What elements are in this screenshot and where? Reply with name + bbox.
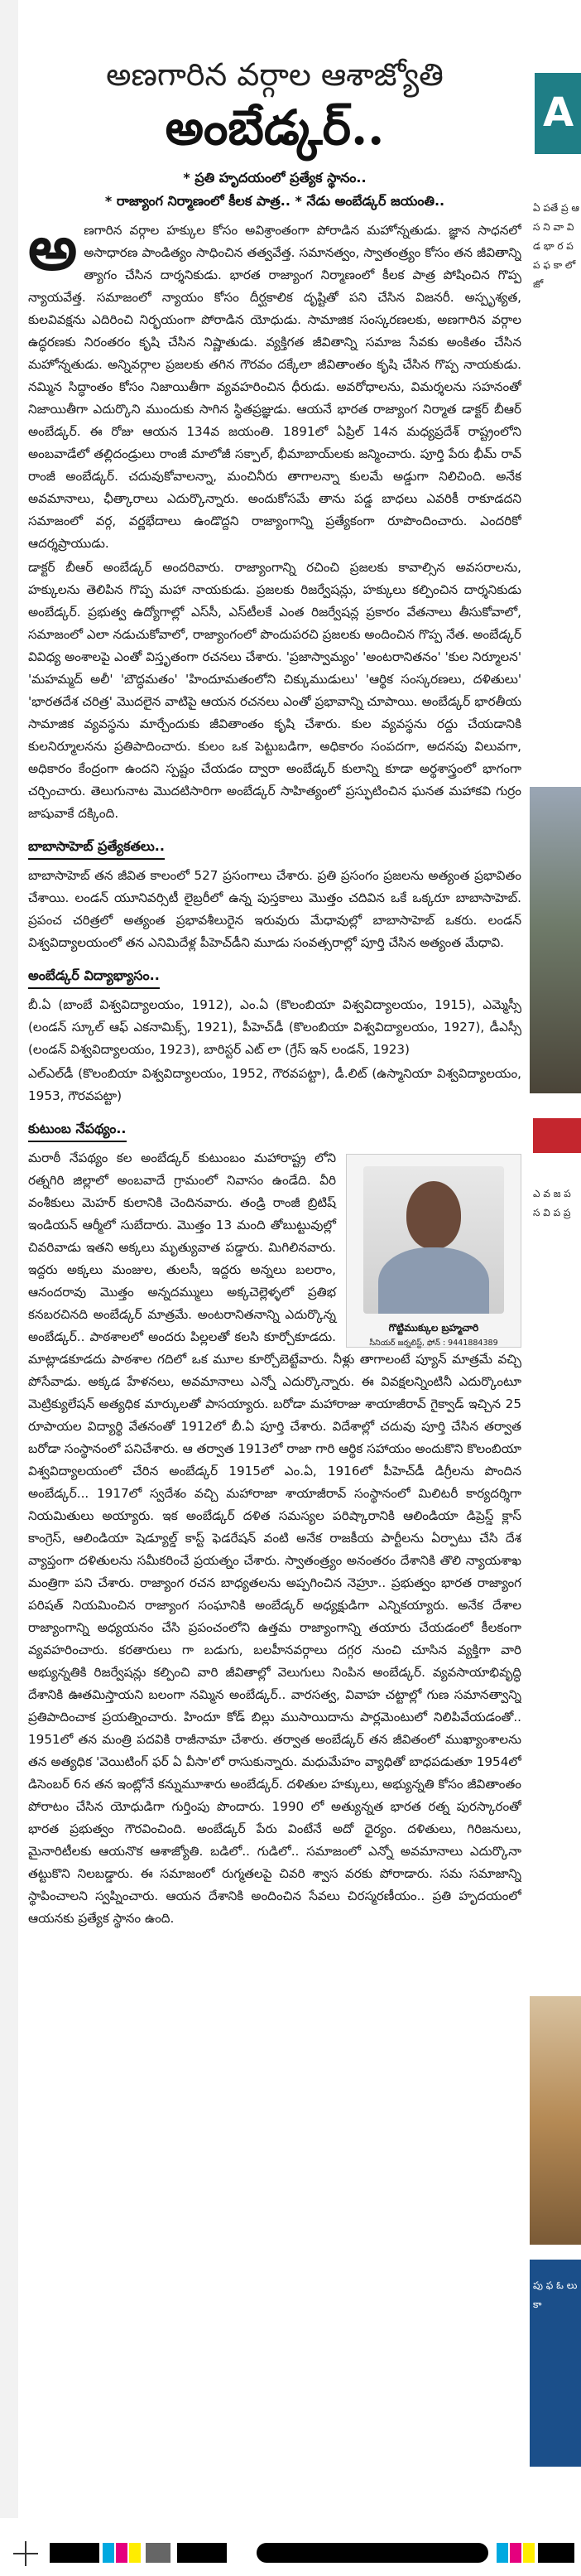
paragraph-4: బీ.ఏ (బాంబే విశ్వవిద్యాలయం, 1912), ఎం.ఏ (కొలంబియా విశ్వవిద్యాలయం, 1915), ఎమ్మెస్సీ (లండన్ స్కూల్ ఆఫ్ ఎకనామిక్స్, 1921), పీహెచ్‌డీ (కొలంబియా విశ్వవిద్యాలయం, 1927), డీఎస్సీ (లండన్ విశ్వవిద్యాలయం, 1923), బారిస్టర్ ఎట్ లా (గ్రేస్ ఇన్ లండన్, 1923)	[28, 997, 521, 1058]
deck-line-2: * రాజ్యాంగ నిర్మాణంలో కీలక పాత్ర.. * నేడు అంబేడ్కర్ జయంతి..	[104, 193, 445, 210]
swatch-cyan-2	[497, 2543, 508, 2563]
intro-text: ణగారిన వర్గాల హక్కుల కోసం అవిశ్రాంతంగా పోరాడిన మహోన్నతుడు. జ్ఞాన సాధనలో అసాధారణ పాండిత్యం సాధించిన తత్వవేత్త. సమానత్వం, స్వాతంత్ర్యం కోసం తన జీవితాన్ని త్యాగం చేసిన దార్శనికుడు. భారత రాజ్యాంగ నిర్మాణంలో కీలక పాత్ర పోషించిన గొప్ప న్యాయవేత్త. సమాజంలో న్యాయం కోసం దీర్ఘకాలిక దృష్టితో పని చేసిన విజనరీ. అస్పృశ్యత, కులవివక్షను ఎదిరించి నిర్భయంగా పోరాడిన యోధుడు. సామాజిక సంస్కరణలకు, అణగారిన వర్గాల ఉద్ధరణకు నిరంతరం కృషి చేసిన నిష్ణాతుడు. వ్యక్తిగత జీవితాన్ని సమాజ సేవకు అంకితం చేసిన మహోన్నతుడు. అన్నివర్గాల ప్రజలకు తగిన గౌరవం దక్కేలా జీవితాంతం కృషి చేసిన గొప్ప నాయకుడు. నమ్మిన సిద్ధాంతం కోసం నిజాయితీగా వ్యవహరించిన ధీరుడు. అవరోధాలను, విమర్శలను సహనంతో నిజాయితీగా ఎదుర్కొని ముందుకు సాగిన స్థితప్రజ్ఞుడు. ఆయనే భారత రాజ్యాంగ నిర్మాత డాక్టర్ బీఆర్ అంబేడ్కర్. ఈ రోజు ఆయన 134వ జయంతి. 1891లో ఏప్రిల్ 14న మధ్యప్రదేశ్ రాష్ట్రంలోని అంబవాడేలో తల్లిదండ్రులు రాంజీ మాలోజీ సక్పాల్, భీమాబాయ్‌లకు జన్మించారు. పూర్తి పేరు భీమ్ రావ్ రాంజీ అంబేడ్కర్. చదువుకోవాలన్నా, మంచినీరు తాగాలన్నా కులమే అడ్డుగా నిలిచింది. అనేక అవమానాలు, ఛీత్కారాలు ఎదుర్కొన్నారు. అందుకోసమే తాను పడ్డ బాధలు ఎవరికీ రాకూడదని సమాజంలో వర్గ, వర్ణభేదాలు ఉండొద్దని రాజ్యాంగాన్ని ప్రత్యేకంగా రూపొందించారు. ఎందరికో ఆదర్శప్రాయుడు.	[28, 223, 521, 552]
swatch-magenta	[116, 2543, 127, 2563]
author-name: గొట్టిముక్కుల బ్రహ్మచారి	[388, 1322, 479, 1334]
paragraph-2: డాక్టర్ బీఆర్ అంబేడ్కర్ అందరివారు. రాజ్యాంగాన్ని రచించి ప్రజలకు కావాల్సిన అవసరాలను, హక్కులను తెలిపిన గొప్ప మహా నాయకుడు. ప్రజలకు రిజర్వేషన్లు, హక్కులు కల్పించిన దార్శనికుడు అంబేడ్కర్. ప్రభుత్వ ఉద్యోగాల్లో ఎస్‌సీ, ఎస్‌టీలకే ఎంత రిజర్వేషన్ల ప్రకారం వేతనాలు తీసుకోవాలో, సమాజంలో ఎలా నడుచుకోవాలో, రాజ్యాంగంలో పొందుపరచి ప్రజలకు అందించిన గొప్ప నేత. అంబేడ్కర్ వివిధ్య అంశాలపై ఎంతో విస్తృతంగా రచనలు చేశారు. 'ప్రజాస్వామ్యం' 'అంటరానితనం' 'కుల నిర్మూలన' 'మహమ్మద్ అలీ' 'బౌద్ధమతం' 'హిందూమతంలోని చిక్కుముడులు' 'ఆర్థిక సంస్కరణలు, దళితులు' 'భారతదేశ చరిత్ర' మొదలైన వాటిపై ఆయన రచనలు ఎంతో ప్రభావాన్ని చూపాయి. అంబేడ్కర్ భారతీయ సామాజిక వ్యవస్థను మార్చేందుకు జీవితాంతం కృషి చేశారు. కుల వ్యవస్థను రద్దు చేయడానికి కులనిర్మూలనను ప్రతిపాదించారు. కులం ఒక పెట్టుబడిగా, అధికారం సంపదగా, అదనపు విలువగా, అధికారం కేంద్రంగా ఉందని స్పష్టం చేయడం ద్వారా అంబేడ్కర్ కులాన్ని కూడా అర్థశాస్త్రంలో భాగంగా చర్చించారు. తెలుగునాట మొదటిసారిగా అంబేడ్కర్ సాహిత్యంలో ప్రస్ఫుటించిన ఘనత మహాకవి గుర్రం జాషువాకే దక్కింది.	[28, 560, 521, 822]
photo-body-shape	[378, 1247, 489, 1314]
left-gutter	[0, 0, 18, 2518]
registration-bar	[0, 2535, 581, 2576]
intro-paragraph	[28, 213, 521, 555]
swatch-black-3	[538, 2543, 574, 2563]
paragraph-3: బాబాసాహెబ్ తన జీవిత కాలంలో 527 ప్రసంగాలు చేశారు. ప్రతి ప్రసంగం ప్రజలను అత్యంత ప్రభావితం చేశాయి. లండన్ యూనివర్సిటీ లైబ్రరీలో ఉన్న పుస్తకాలు మొత్తం చదివిన ఒకే ఒక్కరూ బాబాసాహెబ్. ప్రపంచ చరిత్రలో అత్యంత ప్రభావశీలురైన ఇరువురు మేధావుల్లో బాబాసాహెబ్ ఒకరు. లండన్ విశ్వవిద్యాలయంలో తన ఎనిమిదేళ్ల పీహెచ్‌డీని మూడు సంవత్సరాల్లో పూర్తి చేసిన అత్యంత మేధావి.	[28, 868, 521, 951]
neighbor-banner-letter: A	[543, 89, 574, 136]
author-box	[346, 1154, 521, 1348]
swatch-black-2	[177, 2543, 227, 2563]
paragraph-6: మరాఠీ నేపథ్యం కల అంబేడ్కర్ కుటుంబం మహారాష్ట్ర లోని రత్నగిరి జిల్లాలో అంబవాదే గ్రామంలో నివాసం ఉండేది. వీరి వంశీకులు మెహర్ కులానికి చెందినవారు. తండ్రి రాంజీ బ్రిటిష్ ఇండియన్ ఆర్మీలో సుబేదారు. మొత్తం 13 మంది తోబుట్టువుల్లో చివరివాడు ఇతని అక్కలు మృత్యువాత పడ్డారు. మిగిలినవారు. ఇద్దరు అక్కలు మంజుల, తులసీ, ఇద్దరు అన్నలు బలరాం, ఆనందరావు మొత్తం అన్నదమ్ములు అక్కచెల్లెళ్ళలో ప్రతిభ కనబరచినది అంబేడ్కర్ మాత్రమే. అంటరానితనాన్ని ఎదుర్కొన్న అంబేడ్కర్.. పాఠశాలలో అందరు పిల్లలతో కలసి కూర్చోకూడదు. మాట్లాడకూడదు పాఠశాల గదిలో ఒక మూల కూర్చోబెట్టేవారు. నీళ్లు తాగాలంటే ప్యూన్ మాత్రమే వచ్చి పోసేవాడు. అక్కడ హేళనలు, అవమానాలు ఎన్నో ఎదుర్కొన్నారు. ఈ వివక్షలన్నింటినీ ఎదుర్కొంటూ మెట్రిక్యులేషన్ అత్యధిక మార్కులతో పాసయ్యారు. బరోడా మహారాజు శాయాజీరావ్ గైక్వాడ్ ఇచ్చిన 25 రూపాయల విద్యార్థి వేతనంతో 1912లో బీ.ఏ పూర్తి చేశారు. విదేశాల్లో చదువు పూర్తి చేసిన తర్వాత బరోడా సంస్థానంలో పనిచేశారు. ఆ తర్వాత 1913లో రాజా గారి ఆర్థిక సహాయం అందుకొని కొలంబియా విశ్వవిద్యాలయంలో చేరిన అంబేడ్కర్ 1915లో ఎం.ఏ, 1916లో పీహెచ్‌డీ డిగ్రీలను పొందిన అంబేడ్కర్... 1917లో స్వదేశం వచ్చి మహారాజా శాయాజీరావ్ సంస్థానంలో మిలిటరీ కార్యదర్శిగా నియమితులు అయ్యారు. ఇక అంబేడ్కర్ దళిత సమస్యల పరిష్కారానికి ఆలిండియా డిప్రెస్డ్ క్లాస్ కాంగ్రెస్, ఆలిండియా షెడ్యూల్డ్ కాస్ట్ ఫెడరేషన్ వంటి అనేక రాజకీయ పార్టీలను ఏర్పాటు చేసి దేశ వ్యాప్తంగా దళితులను సమీకరించే ప్రయత్నం చేశారు. స్వాతంత్ర్యం అనంతరం దేశానికి తొలి న్యాయశాఖ మంత్రిగా పని చేశారు. రాజ్యాంగ రచన బాధ్యతలను అప్పగించిన నెహ్రూ.. ప్రభుత్వం భారత రాజ్యాంగ పరిషత్ నియమించిన రాజ్యాంగ సంఘానికి అంబేడ్కర్ అధ్యక్షుడిగా ఎన్నికయ్యారు. అనేక దేశాల రాజ్యాంగాన్ని అధ్యయనం చేసి ప్రపంచంలోని ఉత్తమ రాజ్యాంగాన్ని తయారు చేయడంలో కీలకంగా వ్యవహరించారు. కరతారులు గా బడుగు, బలహీనవర్గాలు దగ్గర నుంచి చూసిన వ్యక్తిగా వారి అభ్యున్నతికి రిజర్వేషన్లు కల్పించి వారి జీవితాల్లో వెలుగులు నింపిన అంబేడ్కర్. వ్యవసాయాభివృద్ధి దేశానికి ఊతమిస్తాయని బలంగా నమ్మిన అంబేడ్కర్.. వారసత్వ, వివాహ చట్టాల్లో గుణ సమానత్వాన్ని ప్రతిపాదించాక ప్రయత్నించారు. హిందూ కోడ్ బిల్లు ముసాయిదాను పార్లమెంటులో నిలిపివేయడంతో.. 1951లో తన మంత్రి పదవికి రాజీనామా చేశారు. తర్వాత అంబేడ్కర్ తన జీవితంలో ముఖ్యాంశాలను తన అత్యధిక 'వెయిటింగ్ ఫర్ ఏ వీసా'లో రాసుకున్నారు. మధుమేహం వ్యాధితో బాధపడుతూ 1954లో డిసెంబర్ 6న తన ఇంట్లోనే కన్నుమూశారు అంబేడ్కర్. దళితుల హక్కులు, అభ్యున్నతి కోసం జీవితాంతం పోరాటం చేసిన యోధుడిగా గుర్తింపు పొందారు. 1990 లో అత్యున్నత భారత రత్న పురస్కారంతో భారత ప్రభుత్వం గౌరవించింది. అంబేడ్కర్ పేరు వింటేనే అదో ధైర్యం. దళితులు, గిరిజనులు, మైనారిటీలకు ఆయనొక ఆశాజ్యోతి. బడిలో.. గుడిలో.. సమాజంలో ఎన్నో అవమానాలు ఎదుర్కొనా తట్టుకొని నిలబడ్డారు. ఈ సమాజంలో రుగ్మతలపై చివరి శ్వాస వరకు పోరాడారు. సమ సమాజాన్ని స్థాపించాలని స్వప్నించారు. ఆయన దేశానికి అందించిన సేవలు చిరస్మరణీయం.. ప్రతి హృదయంలో ఆయనకు ప్రత్యేక స్థానం ఉంది.	[28, 1151, 521, 1927]
drop-cap: అ	[28, 213, 78, 285]
neighbor-photo-2	[530, 1996, 581, 2245]
swatch-yellow-2	[523, 2543, 535, 2563]
neighbor-snippet-bottom: పు ఫ ఓ లు కా	[533, 2279, 578, 2310]
headline-line-1: అణగారిన వర్గాల ఆశాజ్యోతి	[106, 56, 444, 93]
swatch-yellow	[129, 2543, 141, 2563]
neighbor-blue-bar	[530, 2260, 581, 2467]
registration-crosshair-icon	[13, 2541, 38, 2566]
neighbor-photo-1	[530, 787, 581, 1093]
author-photo	[363, 1166, 504, 1314]
deck-line-1: * ప్రతి హృదయంలో ప్రత్యేక స్థానం..	[183, 170, 367, 186]
swatch-black	[50, 2543, 99, 2563]
neighbor-red-block	[533, 1118, 581, 1153]
subhead-specialities: బాబాసాహెబ్ ప్రత్యేకతలు..	[28, 835, 165, 860]
article-body	[28, 213, 521, 1930]
neighbor-snippet-mid: ఎ వ జ ప స వి ప ప్ర	[533, 1188, 571, 1218]
subhead-education: అంబేడ్కర్ విద్యాభ్యాసం..	[28, 964, 160, 989]
photo-head-shape	[406, 1181, 461, 1249]
subhead-family: కుటుంబ నేపథ్యం..	[28, 1117, 127, 1142]
headline-line-2: అంబేడ్కర్..	[165, 99, 385, 156]
swatch-magenta-2	[510, 2543, 521, 2563]
author-role: సీనియర్ జర్నలిస్ట్, ఫోన్ : 9441884389	[369, 1339, 498, 1348]
neighbor-snippet-top: ఏ పతే ప్ర ఆ స ని వా వి డ భా ర ప ప ఫ కా లో జో	[533, 202, 579, 290]
neighbor-banner	[535, 73, 581, 154]
swatch-grey	[146, 2543, 170, 2563]
neighbor-column	[530, 41, 581, 2508]
swatch-black-bar	[257, 2543, 488, 2563]
article	[28, 41, 521, 2508]
paragraph-5: ఎల్ఎల్‌డీ (కొలంబియా విశ్వవిద్యాలయం, 1952, గౌరవపట్టా), డీ.లిట్ (ఉస్మానియా విశ్వవిద్యాలయం, 1953, గౌరవపట్టా)	[28, 1066, 521, 1104]
swatch-cyan	[103, 2543, 114, 2563]
